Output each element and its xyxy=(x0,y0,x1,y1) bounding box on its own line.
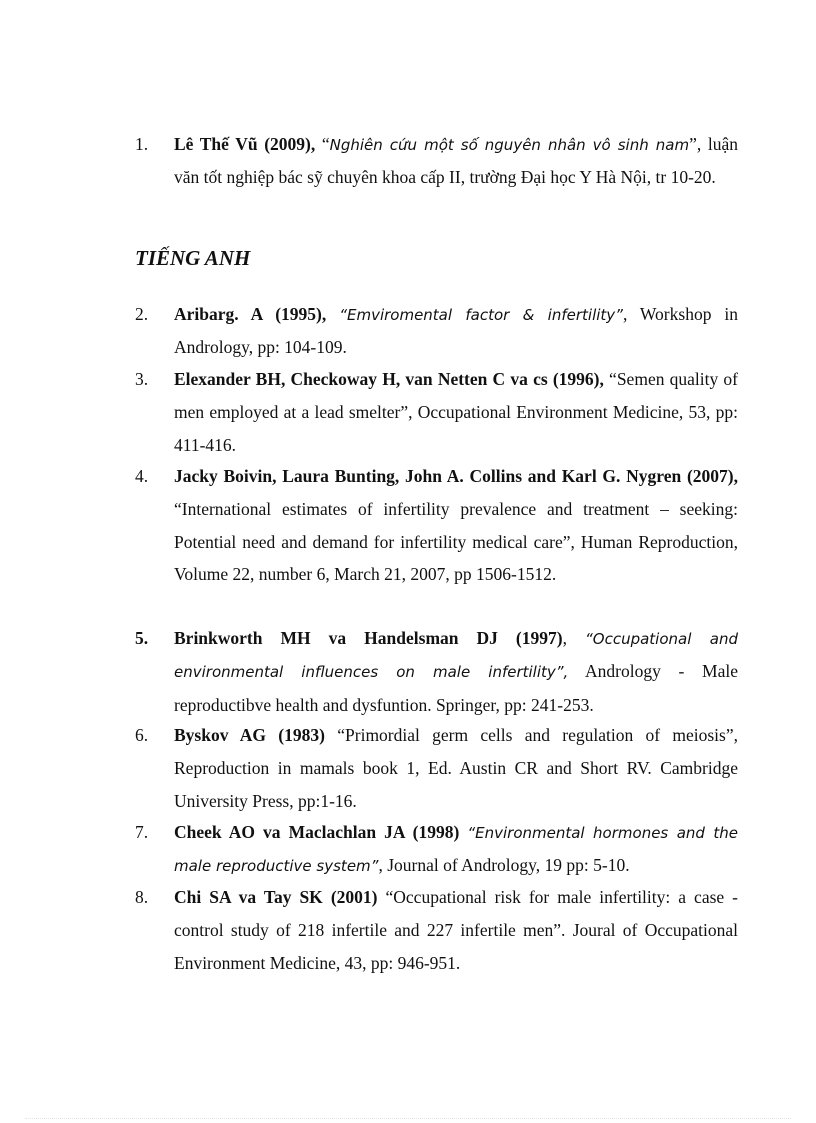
reference-text xyxy=(174,816,738,883)
reference-source: “Occupational risk for male infertility: a case - control study of 218 infertile and 227 infertile men”. Joural of Occupational Environment Medicine, 43, pp: 946-951. xyxy=(174,887,739,973)
reference-title: Nghiên cứu một số nguyên nhân vô sinh nam xyxy=(329,136,690,154)
reference-number: 7. xyxy=(135,822,149,842)
reference-text: Brinkworth MH va Handelsman DJ (1997), “Occupational and environmental influences on male infertility”, Andrology - Male reproductibve health and dysfuntion. Springer, pp: 241-253. xyxy=(174,628,739,715)
reference-authors: Jacky Boivin, Laura Bunting, John A. Collins and Karl G. Nygren (2007), xyxy=(174,466,738,486)
reference-source: ”, luận văn tốt nghiệp bác sỹ chuyên khoa cấp II, trường Đại học Y Hà Nội, tr 10-20. xyxy=(174,134,738,188)
reference-item xyxy=(135,363,738,461)
reference-authors: Chi SA va Tay SK (2001) xyxy=(174,887,378,907)
reference-item xyxy=(135,298,738,364)
reference-text xyxy=(174,719,738,817)
reference-authors: Brinkworth MH va Handelsman DJ (1997) xyxy=(174,628,563,648)
reference-number: 2. xyxy=(135,304,149,324)
reference-authors: Aribarg. A (1995), xyxy=(174,304,327,324)
reference-item xyxy=(135,622,738,721)
reference-number: 4. xyxy=(135,466,149,486)
reference-text xyxy=(174,363,738,461)
reference-source: , Journal of Andrology, 19 pp: 5-10. xyxy=(378,855,630,876)
reference-authors: Byskov AG (1983) xyxy=(174,725,325,745)
reference-text: Lê Thế Vũ (2009), “Nghiên cứu một số nguyên nhân vô sinh nam”, luận văn tốt nghiệp bác sỹ chuyên khoa cấp II, trường Đại học Y Hà Nội, tr 10-20. xyxy=(174,134,738,188)
reference-number: 1. xyxy=(135,134,149,154)
reference-text xyxy=(174,460,738,590)
reference-item xyxy=(135,719,738,817)
reference-source: “International estimates of infertility prevalence and treatment – seeking: Potential need and demand for infertility medical care”, Human Reproduction, Volume 22, number 6, March 21, 2007, pp 1506-1512. xyxy=(174,499,738,584)
reference-item xyxy=(135,460,738,590)
reference-item xyxy=(135,881,738,979)
reference-authors: Cheek AO va Maclachlan JA (1998) xyxy=(174,822,460,842)
reference-authors: Elexander BH, Checkoway H, van Netten C va cs (1996), xyxy=(174,369,604,389)
reference-title: “Occupational and environmental influences on male infertility”, xyxy=(174,630,739,682)
reference-title: “Emviromental factor & infertility” xyxy=(339,306,623,324)
page-bottom-divider xyxy=(25,1118,791,1119)
reference-number: 8. xyxy=(135,887,149,907)
reference-source: “Semen quality of men employed at a lead smelter”, Occupational Environment Medicine, 53, pp: 411-416. xyxy=(174,369,739,455)
reference-text xyxy=(174,881,738,979)
reference-source: Andrology - Male reproductibve health and dysfuntion. Springer, pp: 241-253. xyxy=(174,661,738,715)
reference-authors: Lê Thế Vũ (2009), xyxy=(174,134,316,154)
reference-title: “Environmental hormones and the male reproductive system” xyxy=(174,824,738,876)
reference-number: 6. xyxy=(135,725,149,745)
reference-item xyxy=(135,816,738,883)
reference-text xyxy=(174,298,738,364)
reference-number: 3. xyxy=(135,369,149,389)
section-heading: TIẾNG ANH xyxy=(135,246,251,270)
reference-source: , Workshop in Andrology, pp: 104-109. xyxy=(174,304,738,358)
reference-item xyxy=(135,128,738,194)
reference-number: 5. xyxy=(135,628,149,648)
reference-source: “Primordial germ cells and regulation of meiosis”, Reproduction in mamals book 1, Ed. Austin CR and Short RV. Cambridge University Press, pp:1-16. xyxy=(174,725,738,811)
